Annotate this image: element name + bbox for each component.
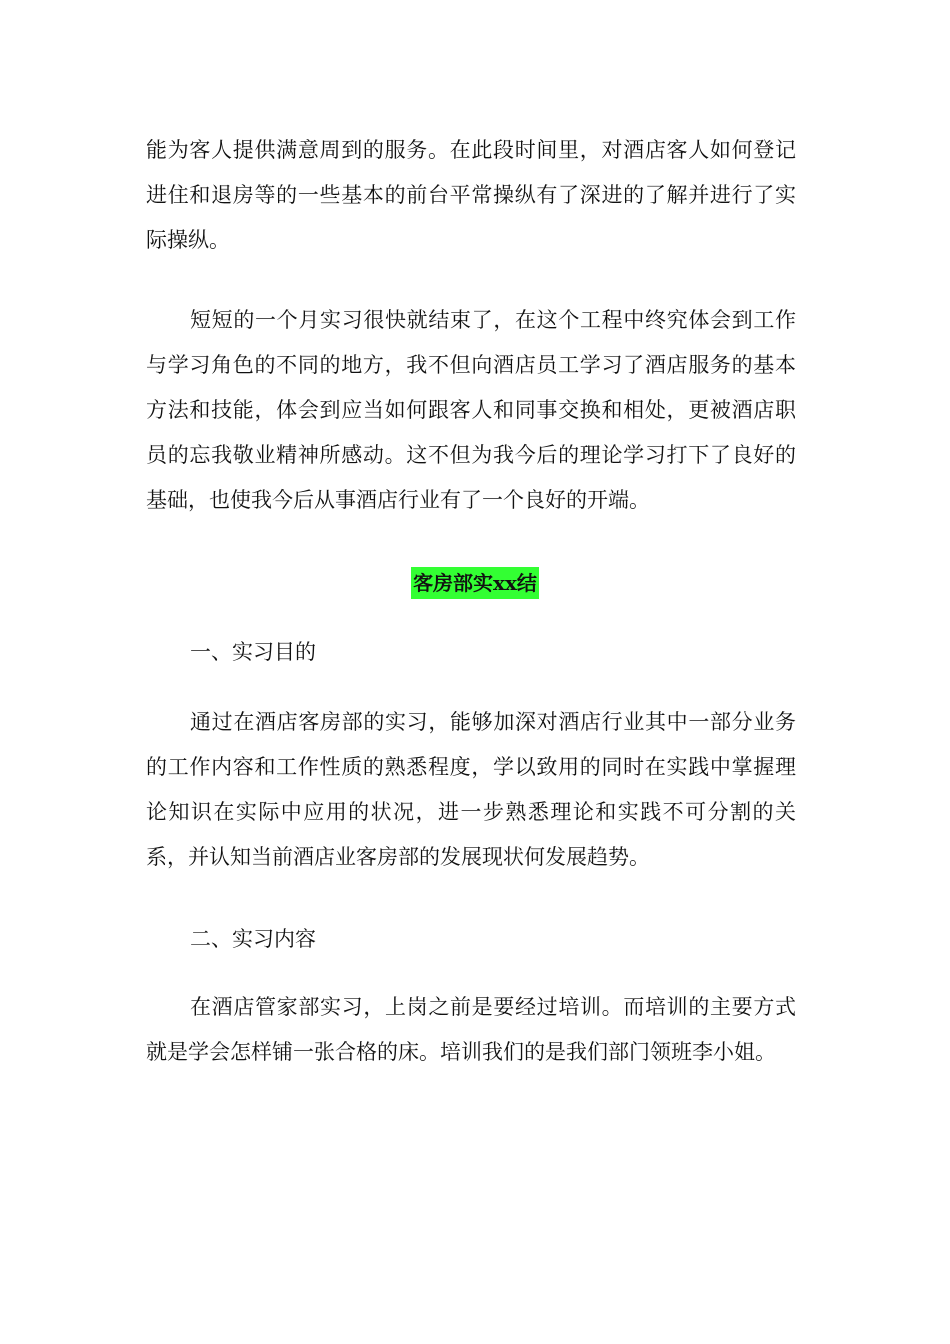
section-heading: 客房部实xx结 bbox=[411, 567, 539, 599]
paragraph-purpose: 通过在酒店客房部的实习，能够加深对酒店行业其中一部分业务的工作内容和工作性质的熟悉程度，学以致用的同时在实践中掌握理论知识在实际中应用的状况，进一步熟悉理论和实践不可分割的关系，并认知当前酒店业客房部的发展现状何发展趋势。 bbox=[146, 710, 796, 869]
paragraph-content: 在酒店管家部实习，上岗之前是要经过培训。而培训的主要方式就是学会怎样铺一张合格的床。培训我们的是我们部门领班李小姐。 bbox=[146, 995, 796, 1064]
section-title-content: 二、实习内容 bbox=[190, 927, 316, 951]
section-heading-wrap bbox=[0, 567, 950, 599]
section-title-purpose: 一、实习目的 bbox=[190, 640, 316, 664]
paragraph-service: 能为客人提供满意周到的服务。在此段时间里，对酒店客人如何登记进住和退房等的一些基本的前台平常操纵有了深进的了解并进行了实际操纵。 bbox=[146, 138, 796, 252]
paragraph-summary: 短短的一个月实习很快就结束了，在这个工程中终究体会到工作与学习角色的不同的地方，我不但向酒店员工学习了酒店服务的基本方法和技能，体会到应当如何跟客人和同事交换和相处，更被酒店职员的忘我敬业精神所感动。这不但为我今后的理论学习打下了良好的基础，也使我今后从事酒店行业有了一个良好的开端。 bbox=[146, 308, 796, 512]
